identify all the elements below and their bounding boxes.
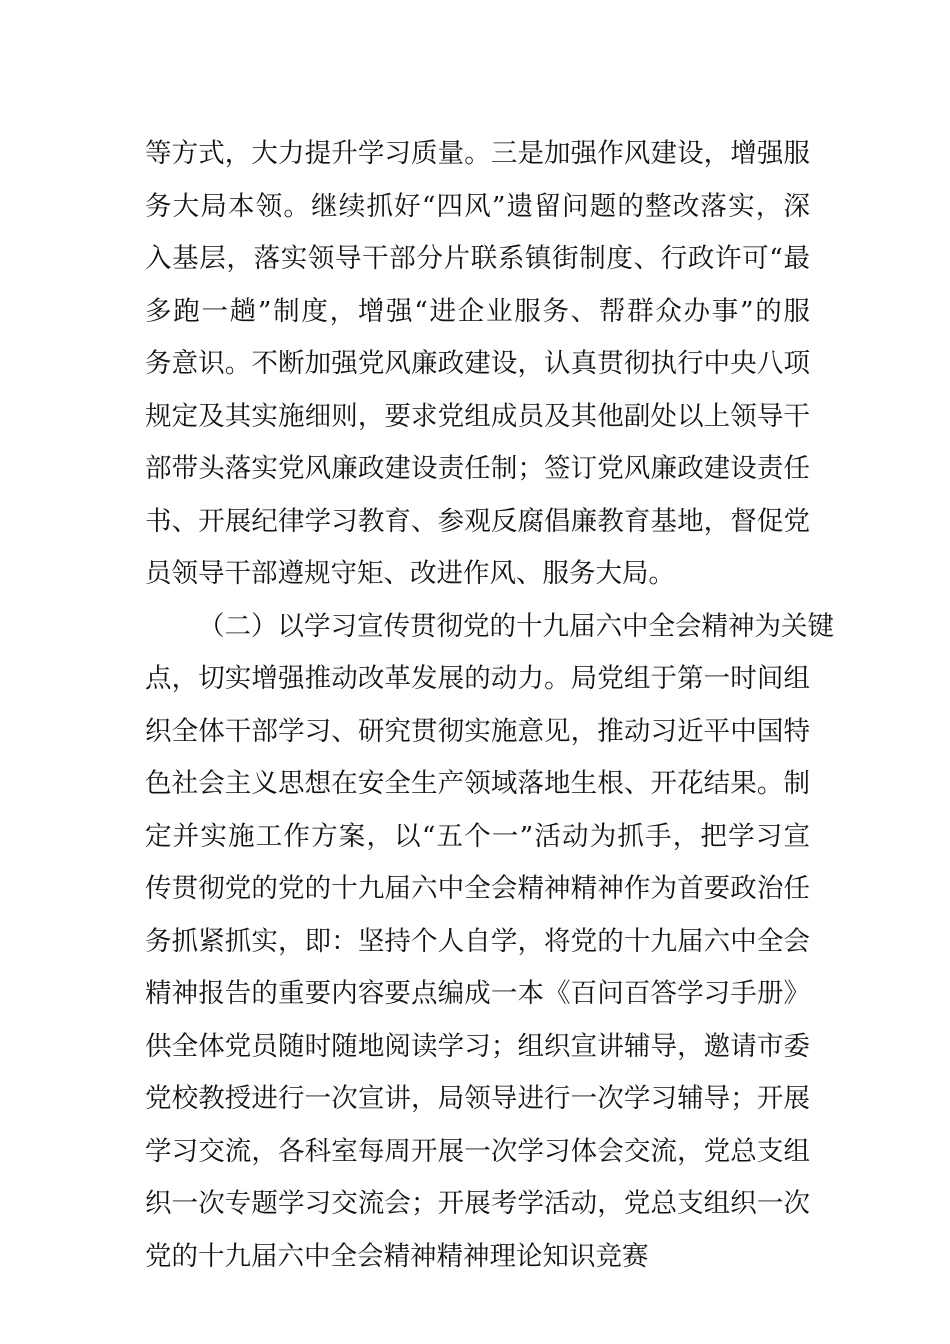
text-line: 务抓紧抓实，即：坚持个人自学，将党的十九届六中全会 [145,925,810,957]
text-line: 多跑一趟”制度，增强“进企业服务、帮群众办事”的服 [145,295,810,327]
text-line: 务大局本领。继续抓好“四风”遗留问题的整改落实，深 [145,190,810,222]
text-line: 书、开展纪律学习教育、参观反腐倡廉教育基地，督促党 [145,505,810,537]
text-line: 色社会主义思想在安全生产领域落地生根、开花结果。制 [145,768,810,799]
text-line: 员领导干部遵规守矩、改进作风、服务大局。 [145,558,675,589]
paragraph-heading-line: （二）以学习宣传贯彻党的十九届六中全会精神为关键 [198,610,834,642]
text-line: 供全体党员随时随地阅读学习；组织宣讲辅导，邀请市委 [145,1030,810,1062]
text-line: 点，切实增强推动改革发展的动力。局党组于第一时间组 [145,663,810,694]
text-line: 入基层，落实领导干部分片联系镇街制度、行政许可“最 [145,243,810,274]
text-line: 等方式，大力提升学习质量。三是加强作风建设，增强服 [145,138,810,169]
text-line: 精神报告的重要内容要点编成一本《百问百答学习手册》 [145,978,810,1009]
text-line: 务意识。不断加强党风廉政建设，认真贯彻执行中央八项 [145,348,810,379]
text-line: 党校教授进行一次宣讲，局领导进行一次学习辅导；开展 [145,1083,810,1114]
text-line: 党的十九届六中全会精神精神理论知识竞赛 [145,1240,649,1272]
text-line: 织全体干部学习、研究贯彻实施意见，推动习近平中国特 [145,715,810,747]
text-line: 部带头落实党风廉政建设责任制；签订党风廉政建设责任 [145,453,810,484]
text-line: 传贯彻党的党的十九届六中全会精神精神作为首要政治任 [145,873,810,904]
text-line: 定并实施工作方案，以“五个一”活动为抓手，把学习宣 [145,820,810,852]
text-line: 学习交流，各科室每周开展一次学习体会交流，党总支组 [145,1135,810,1167]
text-line: 规定及其实施细则，要求党组成员及其他副处以上领导干 [145,400,810,432]
body-text [145,128,834,1283]
text-line: 织一次专题学习交流会；开展考学活动，党总支组织一次 [145,1188,810,1219]
